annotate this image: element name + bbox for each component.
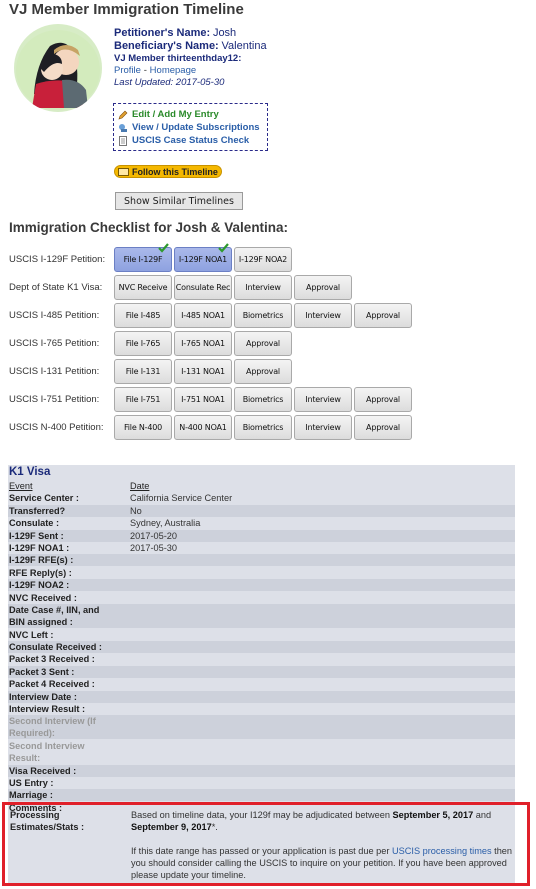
k1-event-value <box>116 740 515 764</box>
checklist-step-button[interactable] <box>294 303 352 328</box>
k1-table-row <box>8 765 515 777</box>
checklist-step-label: Approval <box>306 282 340 292</box>
checklist-step-label: Biometrics <box>242 422 284 432</box>
case-status-label: USCIS Case Status Check <box>132 135 250 146</box>
k1-event-value <box>130 554 515 566</box>
case-status-link[interactable] <box>118 134 267 147</box>
k1-table-row <box>8 789 515 801</box>
edit-entry-link[interactable] <box>118 108 267 121</box>
k1-event-value <box>116 604 515 628</box>
show-similar-button[interactable]: Show Similar Timelines <box>115 192 243 210</box>
checklist-step-button[interactable] <box>354 303 412 328</box>
k1-event-value <box>130 579 515 591</box>
k1-event-value <box>130 567 515 579</box>
page-title: VJ Member Immigration Timeline <box>9 1 244 18</box>
k1-event-label: NVC Received : <box>9 592 77 603</box>
member-name: thirteenthday12: <box>167 53 242 64</box>
k1-table-row <box>8 641 515 653</box>
k1-event-label: Interview Date : <box>9 691 77 702</box>
k1-event-value <box>130 666 515 678</box>
k1-event-label: Second Interview Result: <box>9 741 85 763</box>
k1-table-row <box>8 666 515 678</box>
checklist-step-button[interactable] <box>234 303 292 328</box>
checklist-step-button[interactable] <box>234 415 292 440</box>
checklist-step-label: Biometrics <box>242 310 284 320</box>
k1-event-label: Consulate : <box>9 518 60 529</box>
k1-table-row <box>8 505 515 517</box>
checklist-step-label: Interview <box>305 422 341 432</box>
checklist-step-button[interactable] <box>234 387 292 412</box>
checklist-step-button[interactable] <box>114 275 172 300</box>
checklist-step-button[interactable] <box>174 303 232 328</box>
checklist-step-button[interactable] <box>294 415 352 440</box>
checklist-row <box>9 358 292 384</box>
processing-estimates <box>2 802 530 886</box>
beneficiary-label: Beneficiary's Name: <box>114 40 219 52</box>
checklist-row-label: USCIS I-129F Petition: <box>9 253 106 265</box>
checklist-row-label: USCIS I-485 Petition: <box>9 309 100 321</box>
event-column-header: Event <box>9 481 33 491</box>
checklist-step-label: Approval <box>246 338 280 348</box>
checklist-row-label: USCIS I-751 Petition: <box>9 393 100 405</box>
follow-label: Follow this Timeline <box>132 166 218 177</box>
homepage-link[interactable]: Homepage <box>149 65 197 76</box>
checklist-row-label: USCIS I-131 Petition: <box>9 365 100 377</box>
k1-event-label: Packet 3 Received : <box>9 654 95 665</box>
k1-event-label: Consulate Received : <box>9 642 102 652</box>
k1-table-row <box>8 517 515 529</box>
k1-event-value <box>130 765 515 777</box>
k1-table-row <box>8 740 515 764</box>
follow-timeline-button[interactable] <box>114 165 222 178</box>
checklist-step-button[interactable] <box>114 303 172 328</box>
k1-event-label: I-129F Sent : <box>9 530 64 541</box>
checklist-step-button[interactable] <box>174 275 232 300</box>
checklist-step-button[interactable] <box>114 331 172 356</box>
checklist-row <box>9 274 352 300</box>
checklist-step-label: Biometrics <box>242 394 284 404</box>
checklist-step-label: Approval <box>366 394 400 404</box>
k1-event-label: Marriage : <box>9 790 53 801</box>
pencil-icon <box>118 110 128 120</box>
processing-intro: Based on timeline data, your I129f may be adjudicated between <box>131 810 390 820</box>
checklist-step-label: N-400 NOA1 <box>179 422 227 432</box>
checklist-step-label: Approval <box>366 422 400 432</box>
checklist-step-label: File I-751 <box>125 394 161 404</box>
profile-info <box>114 27 267 89</box>
k1-table-row <box>8 715 515 739</box>
checklist-step-button[interactable] <box>354 415 412 440</box>
k1-event-value: 2017-05-30 <box>130 543 177 553</box>
subscriptions-link[interactable] <box>118 121 267 134</box>
checklist-step-label: Approval <box>366 310 400 320</box>
k1-event-label: I-129F NOA2 : <box>9 580 70 591</box>
k1-table-header <box>8 480 515 492</box>
k1-event-value <box>130 592 515 604</box>
k1-event-label: Comments : <box>9 802 63 813</box>
k1-event-label: Visa Received : <box>9 765 77 776</box>
checklist-step-label: I-765 NOA1 <box>181 338 225 348</box>
k1-event-value <box>130 789 515 801</box>
checklist-step-label: Interview <box>305 310 341 320</box>
checklist-step-label: I-131 NOA1 <box>181 366 225 376</box>
k1-table-row <box>8 530 515 542</box>
timeline-actions <box>113 103 268 151</box>
k1-table-row <box>8 703 515 715</box>
checklist-row <box>9 330 292 356</box>
checklist-row <box>9 246 292 272</box>
checklist-step-label: Interview <box>245 282 281 292</box>
checklist-step-label: I-485 NOA1 <box>181 310 225 320</box>
member-label: VJ Member <box>114 53 165 64</box>
checklist-step-button[interactable] <box>174 331 232 356</box>
k1-event-label: I-129F RFE(s) : <box>9 555 74 566</box>
checklist-step-button[interactable] <box>114 387 172 412</box>
k1-event-label: NVC Left : <box>9 629 54 640</box>
k1-event-label: Transferred? <box>9 505 66 516</box>
k1-event-value: Sydney, Australia <box>130 518 201 529</box>
k1-event-value: No <box>130 505 142 516</box>
checklist-row-label: USCIS I-765 Petition: <box>9 337 100 349</box>
link-separator: - <box>143 65 147 76</box>
k1-event-value: 2017-05-20 <box>130 530 177 541</box>
k1-event-label: RFE Reply(s) : <box>9 567 72 578</box>
checklist-step-button[interactable] <box>234 275 292 300</box>
k1-table-row <box>8 653 515 665</box>
petitioner-name: Josh <box>212 27 237 39</box>
k1-event-value: California Service Center <box>130 493 233 504</box>
checklist-step-button[interactable] <box>114 247 172 272</box>
envelope-icon <box>118 168 129 176</box>
checklist-step-label: File I-131 <box>125 366 161 376</box>
k1-event-value <box>130 629 515 641</box>
checklist-step-label: I-129F NOA2 <box>238 254 288 264</box>
checklist-step-label: Approval <box>246 366 280 376</box>
processing-label: Processing Estimates/Stats : <box>10 810 85 832</box>
k1-event-label: Packet 3 Sent : <box>9 666 75 677</box>
k1-table-row <box>8 579 515 591</box>
checklist-row-label: Dept of State K1 Visa: <box>9 281 103 293</box>
checklist-row-label: USCIS N-400 Petition: <box>9 421 104 433</box>
k1-table-row <box>8 777 515 789</box>
k1-table-row <box>8 604 515 628</box>
k1-table-row <box>8 592 515 604</box>
k1-table-row <box>8 554 515 566</box>
checklist-step-label: File I-129F <box>123 254 163 264</box>
checklist-row <box>9 414 412 440</box>
processing-advice-pre: If this date range has passed or your application is past due per <box>131 846 390 856</box>
processing-date-end: September 9, 2017 <box>131 822 212 832</box>
checklist-step-label: Consulate Rec <box>175 282 231 292</box>
k1-table-row <box>8 492 515 504</box>
subscriptions-label: View / Update Subscriptions <box>132 122 260 133</box>
processing-footnote: *. <box>211 822 218 832</box>
checklist-step-button[interactable] <box>174 387 232 412</box>
k1-event-label: Interview Result : <box>9 704 86 714</box>
petitioner-label: Petitioner's Name: <box>114 27 211 39</box>
k1-table-row <box>8 567 515 579</box>
k1-event-label: I-129F NOA1 : <box>9 543 70 553</box>
check-icon <box>218 243 229 255</box>
processing-advice-post: then you should consider calling the USCIS to inquire on your petition. If you have been approved please update your timeline. <box>131 846 513 880</box>
checklist-step-button[interactable] <box>174 359 232 384</box>
checklist-step-button[interactable] <box>174 247 232 272</box>
beneficiary-name: Valentina <box>221 40 267 52</box>
k1-event-label: Date Case #, IIN, and BIN assigned : <box>9 605 100 627</box>
checklist-step-label: File N-400 <box>123 422 163 432</box>
checklist-step-label: File I-765 <box>125 338 161 348</box>
edit-entry-label: Edit / Add My Entry <box>132 109 219 120</box>
checklist-row <box>9 386 412 412</box>
k1-event-label: Packet 4 Received : <box>9 679 95 690</box>
checklist-step-button[interactable] <box>294 387 352 412</box>
checklist-step-button[interactable] <box>114 415 172 440</box>
checklist-step-label: I-751 NOA1 <box>181 394 225 404</box>
k1-title: K1 Visa <box>9 466 51 478</box>
checklist-step-button[interactable] <box>234 331 292 356</box>
checklist-step-label: Interview <box>305 394 341 404</box>
k1-event-value <box>130 777 515 789</box>
checklist-step-label: File I-485 <box>125 310 161 320</box>
last-updated: Last Updated: 2017-05-30 <box>114 77 225 88</box>
k1-event-label: Service Center : <box>9 493 79 504</box>
k1-event-value <box>130 678 515 690</box>
k1-event-label: US Entry : <box>9 778 54 788</box>
k1-table-row <box>8 542 515 554</box>
k1-table-row <box>8 678 515 690</box>
checklist-step-label: NVC Receive <box>118 282 168 292</box>
checklist-step-button[interactable] <box>294 275 352 300</box>
processing-text <box>131 809 521 881</box>
checklist-step-label: I-129F NOA1 <box>178 254 228 264</box>
k1-event-value <box>130 641 515 653</box>
checklist-step-button[interactable] <box>234 247 292 272</box>
k1-event-value <box>130 653 515 665</box>
checklist-step-button[interactable] <box>234 359 292 384</box>
processing-date-start: September 5, 2017 <box>392 810 474 820</box>
checklist-step-button[interactable] <box>354 387 412 412</box>
checklist-step-button[interactable] <box>114 359 172 384</box>
document-icon <box>118 136 128 146</box>
checklist-row <box>9 302 412 328</box>
k1-event-value <box>130 691 515 703</box>
checklist-step-button[interactable] <box>174 415 232 440</box>
date-column-header: Date <box>130 481 150 491</box>
check-icon <box>158 243 169 255</box>
subscription-icon <box>118 123 128 133</box>
checklist-title: Immigration Checklist for Josh & Valentina: <box>9 220 289 235</box>
k1-event-value <box>116 715 515 739</box>
avatar <box>14 24 102 112</box>
k1-table-row <box>8 629 515 641</box>
uscis-processing-times-link[interactable]: USCIS processing times <box>392 846 492 856</box>
k1-event-label: Second Interview (If Required): <box>9 716 96 739</box>
profile-link[interactable]: Profile <box>114 65 141 76</box>
k1-event-value <box>130 703 515 715</box>
processing-and: and <box>475 810 492 820</box>
k1-table-row <box>8 691 515 703</box>
